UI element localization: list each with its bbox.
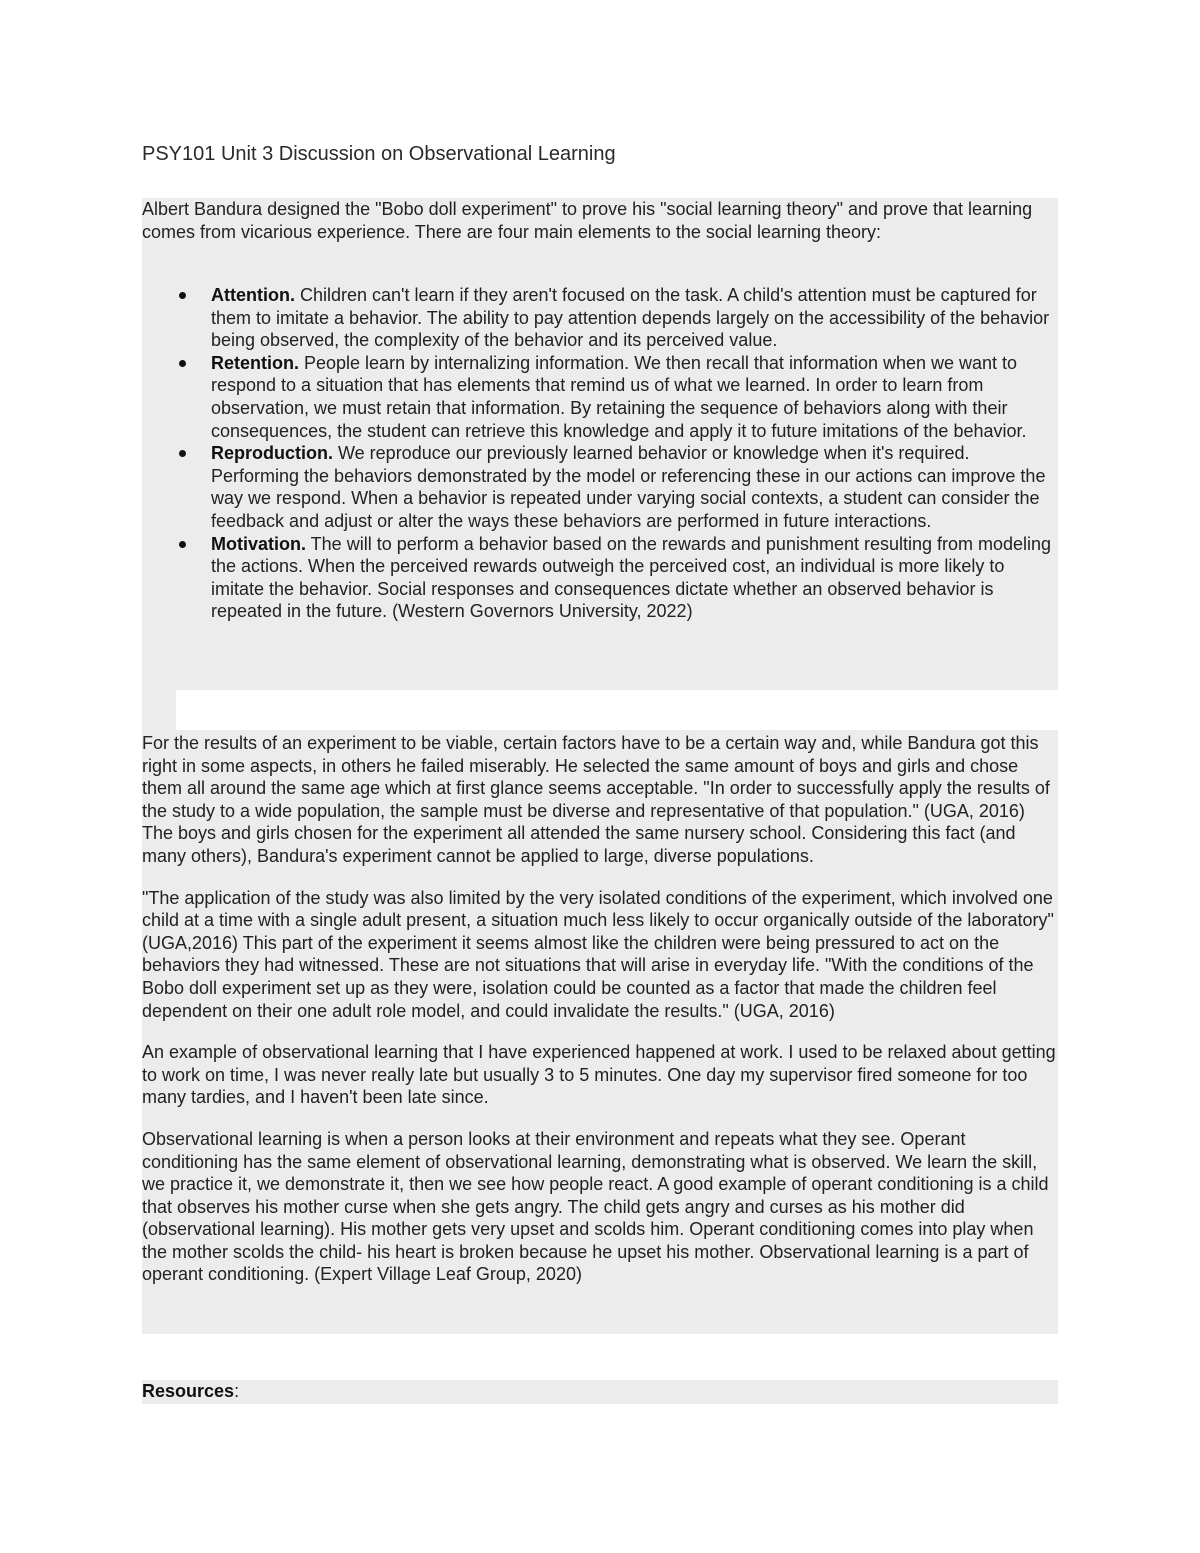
paragraph: An example of observational learning that I have experienced happened at work. I used to be relaxed about getting to work on time, I was never really late but usually 3 to 5 minutes. One day my supervisor fired someone for too many tardies, and I haven't been late since. [142,1042,1056,1108]
element-text: People learn by internalizing information. We then recall that information when we want to respond to a situation that has elements that remind us of what we learned. In order to learn from observation, we must retain that information. By retaining the sequence of behaviors along with their consequences, the student can retrieve this knowledge and apply it to future imitations of the behavior. [211,352,1027,441]
paragraph: For the results of an experiment to be viable, certain factors have to be a certain way and, while Bandura got this right in some aspects, in others he failed miserably. He selected the same amount of boys and girls and chose them all around the same age which at first glance seems acceptable. "In order to successfully apply the results of the study to a wide population, the sample must be diverse and representative of that population." (UGA, 2016) The boys and girls chosen for the experiment all attended the same nursery school. Considering this fact (and many others), Bandura's experiment cannot be applied to large, diverse populations. [142,733,1050,866]
bullet-icon [179,360,186,367]
element-text: We reproduce our previously learned behavior or knowledge when it's required. Performing the behaviors demonstrated by the model or referencing these in our actions can improve the way we respond. When a behavior is repeated under varying social contexts, a student can consider the feedback and adjust or alter the ways these behaviors are performed in future interactions. [211,443,1046,531]
highlight-margin [142,244,176,690]
paragraph: "The application of the study was also limited by the very isolated conditions of the experiment, which involved one child at a time with a single adult present, a situation much less likely to occur organically outside of the laboratory" (UGA,2016) This part of the experiment it seems almost like the children were being pressured to act on the behaviors they had witnessed. These are not situations that will arise in everyday life. "With the conditions of the Bobo doll experiment set up as they were, isolation could be counted as a factor that made the children feel dependent on their one adult role model, and could invalidate the results." (UGA, 2016) [142,887,1054,1021]
resources-heading [142,1380,1058,1404]
body-paragraphs [142,732,1058,1305]
intro-paragraph [142,198,1058,244]
resources-colon: : [234,1381,240,1401]
element-text: Children can't learn if they aren't focused on the task. A child's attention must be captured for them to imitate a behavior. The ability to pay attention depends largely on the accessibility of the behavior being observed, the complexity of the behavior and its perceived value. [211,285,1050,351]
list-item [176,442,1058,532]
element-term: Reproduction. [211,443,333,464]
list-item [176,352,1058,442]
elements-section [142,244,1058,690]
list-item [176,533,1058,623]
intro-text: Albert Bandura designed the "Bobo doll experiment" to prove his "social learning theory" and prove that learning comes from vicarious experience. There are four main elements to the social learning theory: [142,199,1033,242]
element-term: Motivation. [211,533,306,554]
highlight-spacer [142,690,176,730]
resources-label: Resources [142,1381,235,1401]
list-item [176,284,1058,352]
bullet-icon [179,292,186,299]
element-text: The will to perform a behavior based on the rewards and punishment resulting from modeling the actions. When the perceived rewards outweigh the perceived cost, an individual is more likely to imitate the behavior. Social responses and consequences dictate whether an observed behavior is repeated in the future. (Western Governors University, 2022) [211,533,1052,622]
document-title: PSY101 Unit 3 Discussion on Observational Learning [142,143,616,165]
elements-list [176,284,1058,623]
bullet-icon [179,450,186,457]
paragraph: Observational learning is when a person looks at their environment and repeats what they see. Operant conditioning has the same element of observational learning, demonstrating what is observed. We learn the skill, we practice it, we demonstrate it, then we see how people react. A good example of operant conditioning is a child that observes his mother curse when she gets angry. The child gets angry and curses as his mother did (observational learning). His mother gets very upset and scolds him. Operant conditioning comes into play when the mother scolds the child- his heart is broken because he upset his mother. Observational learning is a part of operant conditioning. (Expert Village Leaf Group, 2020) [142,1128,1049,1285]
element-term: Retention. [211,352,299,373]
bullet-icon [179,541,186,548]
element-term: Attention. [211,285,295,305]
